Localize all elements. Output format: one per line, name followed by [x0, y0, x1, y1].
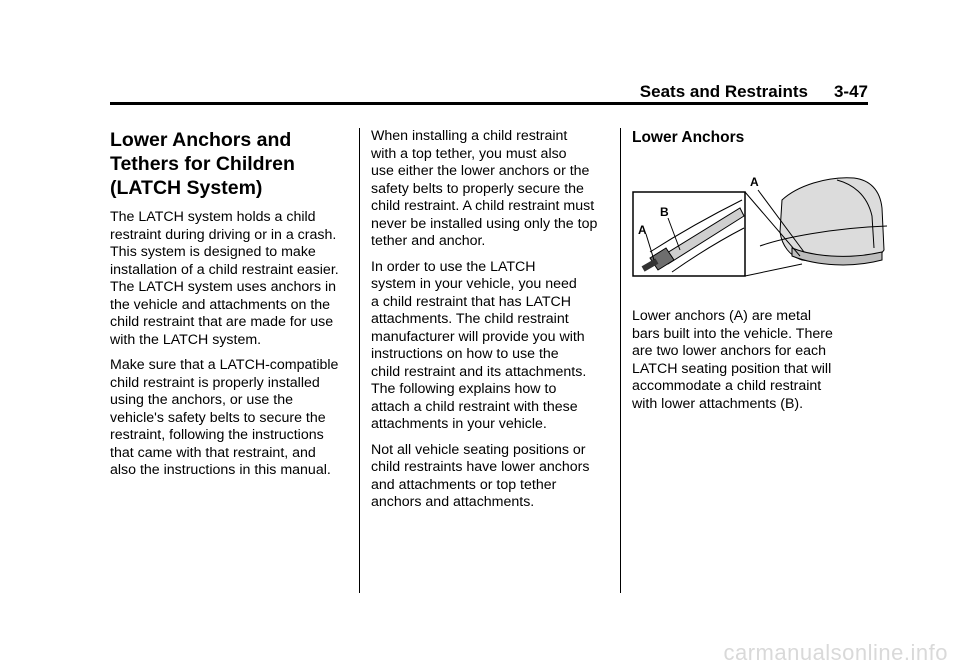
watermark: carmanualsonline.info: [723, 640, 948, 665]
text-line: child restraints have lower anchors: [371, 459, 590, 475]
page-header: [110, 76, 868, 104]
header-text: [640, 82, 868, 102]
text-line: use either the lower anchors or the: [371, 163, 590, 179]
text-line: anchors and attachments.: [371, 494, 535, 510]
paragraph: [110, 357, 350, 480]
heading-line: Tethers for Children: [110, 153, 295, 175]
text-line: accommodate a child restraint: [632, 378, 822, 394]
text-line: a child restraint that has LATCH: [371, 293, 572, 310]
text-line: In order to use the LATCH: [371, 258, 536, 275]
text-line: The LATCH system holds a child: [110, 209, 316, 225]
text-line: safety belts to properly secure the: [371, 180, 584, 197]
section-heading: [110, 128, 350, 200]
pointer-line-bottom: [745, 264, 802, 276]
label-a-left: A: [638, 223, 647, 237]
heading-line: Lower Anchors and: [110, 129, 292, 151]
column-3: [632, 128, 872, 412]
paragraph: [632, 308, 872, 413]
text-line: Make sure that a LATCH-compatible: [110, 357, 339, 373]
text-line: The LATCH system uses anchors in: [110, 279, 337, 295]
text-line: child restraint is properly installed: [110, 374, 320, 391]
text-line: child restraint. A child restraint must: [371, 198, 595, 214]
column-divider-1: [359, 128, 360, 593]
text-line: Lower anchors (A) are metal: [632, 308, 811, 324]
text-line: tether and anchor.: [371, 233, 486, 249]
text-line: manufacturer will provide you with: [371, 328, 585, 345]
text-line: instructions on how to use the: [371, 346, 559, 362]
label-b: B: [660, 205, 669, 219]
text-line: installation of a child restraint easier.: [110, 261, 339, 278]
text-line: using the anchors, or use the: [110, 392, 293, 408]
text-line: LATCH seating position that will: [632, 360, 832, 377]
section-title: Seats and Restraints: [639, 82, 808, 101]
text-line: attach a child restraint with these: [371, 398, 578, 415]
text-line: restraint during driving or in a crash.: [110, 226, 337, 243]
paragraph: [110, 209, 350, 349]
text-line: are two lower anchors for each: [632, 343, 826, 359]
text-line: the vehicle and attachments on the: [110, 296, 331, 313]
text-line: and attachments or top tether: [371, 476, 557, 493]
text-line: child restraint that are made for use: [110, 314, 334, 330]
column-divider-2: [620, 128, 621, 593]
column-2: [371, 128, 611, 520]
text-line: vehicle's safety belts to secure the: [110, 409, 326, 426]
text-line: child restraint and its attachments.: [371, 363, 587, 380]
page-number: 3-47: [833, 82, 868, 101]
column-1: [110, 128, 350, 488]
text-line: that came with that restraint, and: [110, 444, 316, 461]
paragraph: [371, 128, 611, 251]
text-line: with a top tether, you must also: [371, 145, 567, 162]
text-line: with the LATCH system.: [110, 331, 262, 348]
text-line: When installing a child restraint: [371, 128, 568, 144]
text-line: This system is designed to make: [110, 244, 316, 260]
header-rule: [110, 102, 868, 105]
text-line: attachments. The child restraint: [371, 311, 569, 327]
subsection-heading: Lower Anchors: [632, 129, 745, 146]
text-line: The following explains how to: [371, 381, 557, 397]
text-line: bars built into the vehicle. There: [632, 325, 833, 342]
paragraph: [371, 259, 611, 434]
heading-line: (LATCH System): [110, 177, 263, 199]
text-line: attachments in your vehicle.: [371, 416, 547, 432]
label-a-right: A: [750, 175, 759, 189]
text-line: system in your vehicle, you need: [371, 276, 577, 292]
text-line: restraint, following the instructions: [110, 427, 324, 443]
text-line: with lower attachments (B).: [632, 395, 804, 412]
paragraph: [371, 442, 611, 512]
text-line: Not all vehicle seating positions or: [371, 441, 586, 458]
text-line: never be installed using only the top: [371, 215, 598, 232]
lower-anchors-illustration: [632, 168, 887, 278]
text-line: also the instructions in this manual.: [110, 462, 331, 478]
